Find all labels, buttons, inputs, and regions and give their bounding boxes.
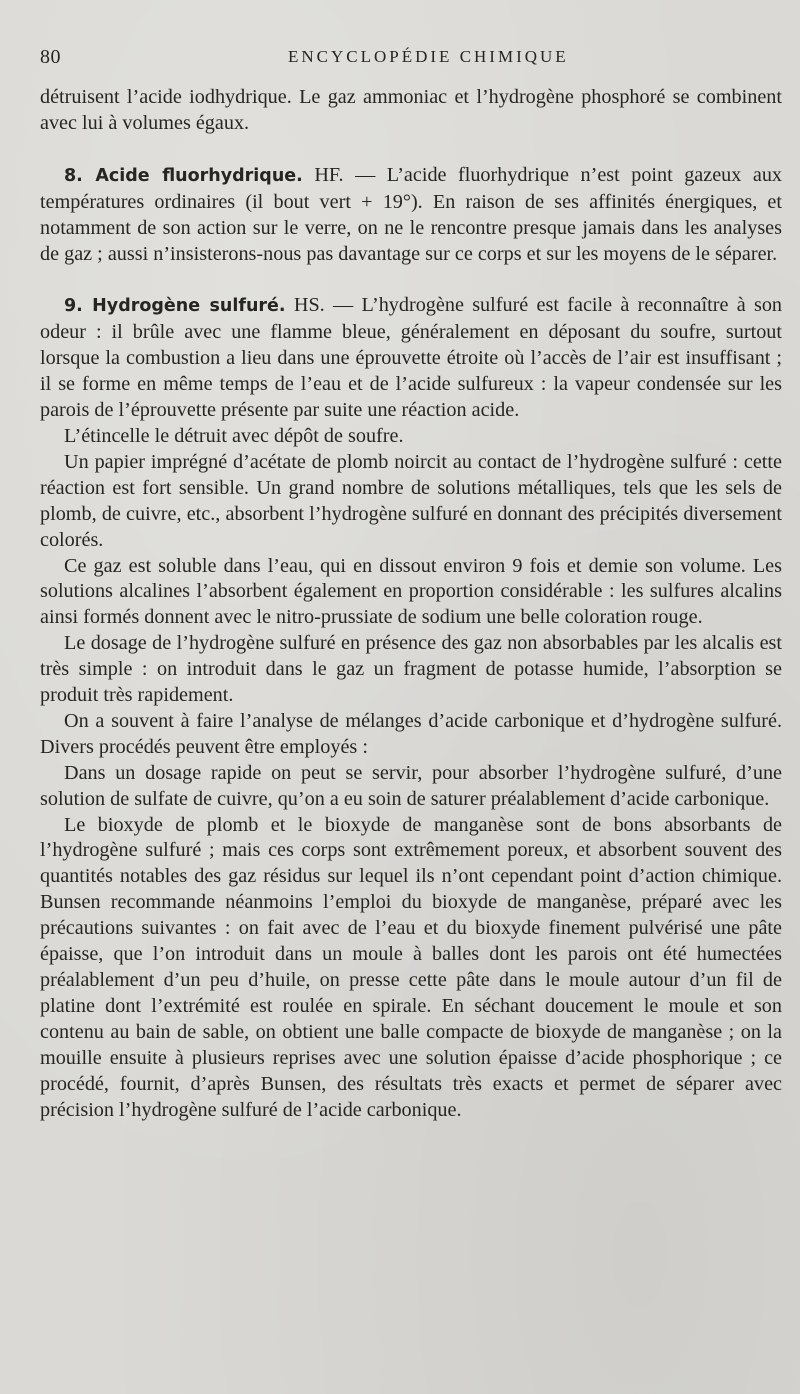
body-text xyxy=(40,85,782,1123)
paragraph-text: L’étincelle le détruit avec dépôt de soufre. xyxy=(64,424,404,447)
page-number: 80 xyxy=(40,46,61,68)
paragraph-text: — L’hydrogène sulfuré est facile à reconnaître à son odeur : il brûle avec une flamme bleue, généralement en déposant du soufre, surtout lorsque la combustion a lieu dans une éprouvette étroite où l’accès de l’air est insuffisant ; il se forme en même temps de l’eau et de l’acide sulfureux : la vapeur condensée sur les parois de l’éprouvette présente par suite une réaction acide. xyxy=(40,294,783,422)
paragraph-text: — L’acide fluorhydrique n’est point gazeux aux températures ordinaires (il bout vert + 19°). En raison de ses affinités énergiques, et notamment de son action sur le verre, on ne le rencontre presque jamais dans les analyses de gaz ; aussi n’insisterons-nous pas davantage sur ce corps et sur les moyens de le séparer. xyxy=(40,163,783,265)
paragraph xyxy=(40,450,782,554)
paragraph-text: Dans un dosage rapide on peut se servir, pour absorber l’hydrogène sulfuré, d’une solution de sulfate de cuivre, qu’on a eu soin de saturer préalablement d’acide carbonique. xyxy=(40,761,782,810)
page-header xyxy=(40,46,782,72)
section-hydrogene-sulfure xyxy=(40,293,782,424)
paragraph-text: On a souvent à faire l’analyse de mélanges d’acide carbonique et d’hydrogène sulfuré. Divers procédés peuvent être employés : xyxy=(40,709,782,758)
paragraph-text: Le dosage de l’hydrogène sulfuré en présence des gaz non absorbables par les alcalis est très simple : on introduit dans le gaz un fragment de potasse humide, l’absorption se produit très rapidement. xyxy=(40,632,782,707)
paragraph xyxy=(40,761,782,813)
section-formula: HS. xyxy=(293,294,325,317)
paragraph-continuation xyxy=(40,85,782,137)
running-title: ENCYCLOPÉDIE CHIMIQUE xyxy=(288,47,569,66)
paragraph xyxy=(40,424,782,450)
paragraph xyxy=(40,554,782,632)
section-heading: 8. Acide fluorhydrique. xyxy=(64,165,303,186)
section-formula: HF. xyxy=(314,163,344,186)
paragraph-text: Un papier imprégné d’acétate de plomb noircit au contact de l’hydrogène sulfuré : cette réaction est fort sensible. Un grand nombre de solutions métalliques, tels que les sels de plomb, de cuivre, etc., absorbent l’hydrogène sulfuré en donnant des précipités diversement colorés. xyxy=(40,450,782,551)
paragraph-text: détruisent l’acide iodhydrique. Le gaz ammoniac et l’hydrogène phosphoré se combinent avec lui à volumes égaux. xyxy=(40,86,782,134)
paragraph-text: Le bioxyde de plomb et le bioxyde de manganèse sont de bons absorbants de l’hydrogène sulfuré ; mais ces corps sont extrêmement poreux, et absorbent souvent des quantités notables des gaz résidus sur lequel ils n’ont cependant point d’action chimique. Bunsen recommande néanmoins l’emploi du bioxyde de manganèse, préparé avec les précautions suivantes : on fait avec de l’eau et du bioxyde finement pulvérisé une pâte épaisse, que l’on introduit dans un moule à balles dont les parois ont été humectées préalablement d’un peu d’huile, on presse cette pâte dans le moule autour d’un fil de platine dont l’extrémité est roulée en spirale. En séchant doucement le moule et son contenu au bain de sable, on obtient une balle compacte de bioxyde de manganèse ; on la mouille ensuite à plusieurs reprises avec une solution épaisse d’acide phosphorique ; ce procédé, fournit, d’après Bunsen, des résultats très exacts et permet de séparer avec précision l’hydrogène sulfuré de l’acide carbonique. xyxy=(40,813,782,1121)
paragraph xyxy=(40,631,782,709)
paragraph xyxy=(40,709,782,761)
section-heading: 9. Hydrogène sulfuré. xyxy=(64,296,286,317)
paragraph xyxy=(40,813,782,1124)
paragraph-text: Ce gaz est soluble dans l’eau, qui en dissout environ 9 fois et demie son volume. Les solutions alcalines l’absorbent également en proportion considérable : les sulfures alcalins ainsi formés donnent avec le nitro-prussiate de sodium une belle coloration rouge. xyxy=(40,554,782,629)
section-acide-fluorhydrique xyxy=(40,163,782,268)
